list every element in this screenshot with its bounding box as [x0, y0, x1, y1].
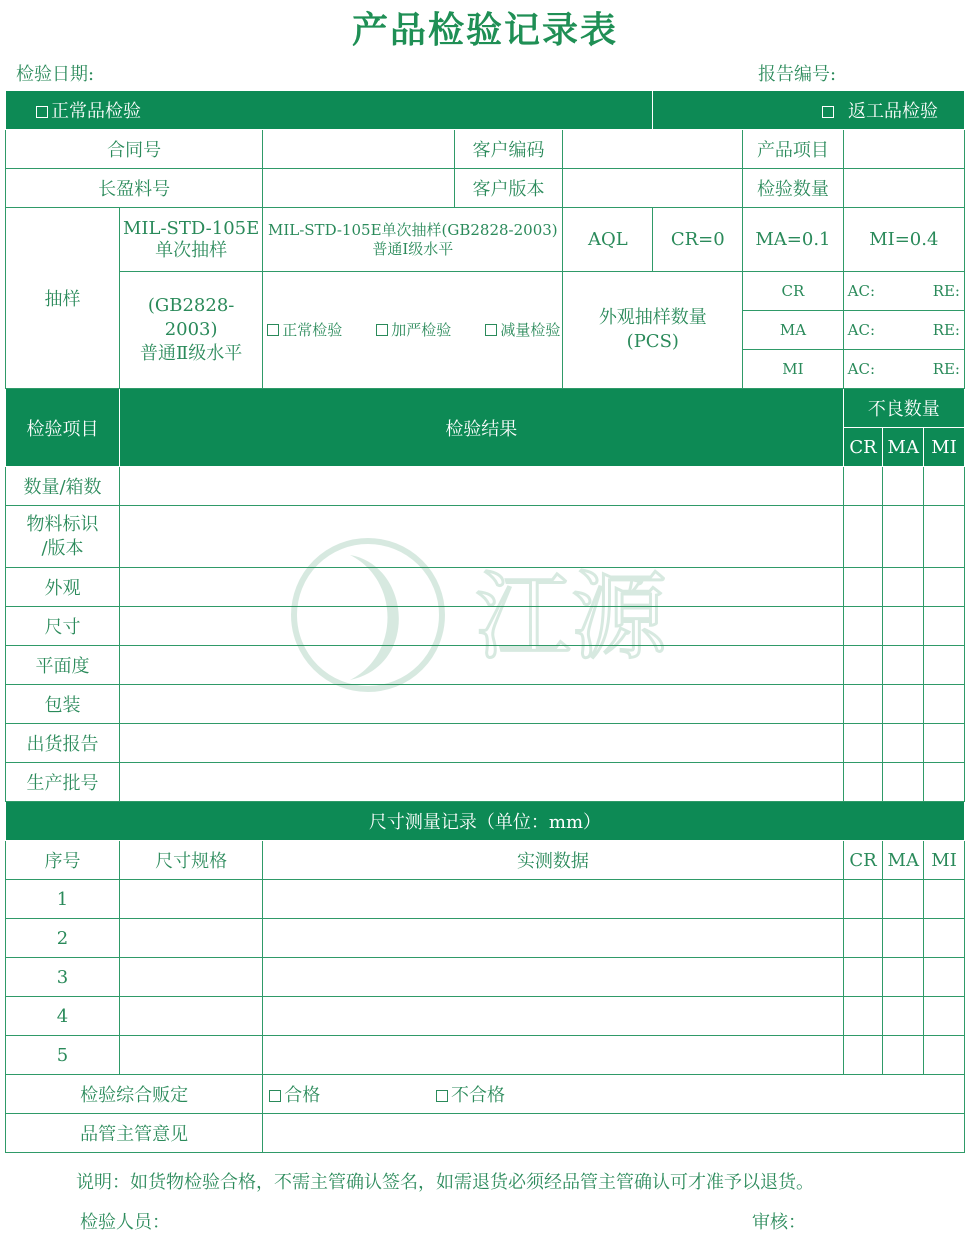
level-cr-ac: AC: — [847, 281, 876, 300]
contract-label: 合同号 — [6, 130, 263, 169]
level-ma-name: MA — [743, 311, 843, 350]
dimension-col-ma: MA — [883, 841, 924, 880]
dimension-cr-cell[interactable] — [843, 997, 883, 1036]
rework-inspection-checkbox[interactable] — [822, 106, 834, 118]
opinion-row — [6, 1114, 965, 1153]
inspection-result-header: 检验结果 — [119, 389, 843, 467]
inspect-qty-value[interactable] — [843, 169, 964, 208]
defect-ma-cell[interactable] — [883, 724, 924, 763]
inspection-result-cell[interactable] — [119, 467, 843, 506]
customer-code-label: 客户编码 — [454, 130, 563, 169]
normal-check-label: 正常检验 — [282, 320, 343, 339]
dimension-col-cr: CR — [843, 841, 883, 880]
level-ma-ac: AC: — [847, 320, 876, 339]
dimension-data-cell[interactable] — [263, 997, 843, 1036]
dimension-spec-cell[interactable] — [119, 919, 262, 958]
level-cr-name: CR — [743, 272, 843, 311]
dimension-data-cell[interactable] — [263, 880, 843, 919]
inspection-item-label: 外观 — [6, 568, 120, 607]
dimension-cr-cell[interactable] — [843, 958, 883, 997]
normal-inspection-checkbox[interactable] — [36, 106, 48, 118]
tightened-check-label: 加严检验 — [391, 320, 452, 339]
sampling-standard-desc: MIL-STD-105E单次抽样(GB2828-2003) 普通Ⅰ级水平 — [263, 208, 563, 272]
defect-col-cr: CR — [843, 428, 883, 467]
fail-checkbox[interactable] — [436, 1090, 448, 1102]
dimension-data-cell[interactable] — [263, 1036, 843, 1075]
level-mi-name: MI — [743, 350, 843, 389]
inspection-result-cell[interactable] — [119, 724, 843, 763]
defect-cr-cell[interactable] — [843, 506, 883, 568]
dimension-title-row — [6, 802, 965, 841]
dimension-row-no: 5 — [6, 1036, 120, 1075]
inspection-date-label: 检验日期: — [16, 64, 95, 85]
product-item-label: 产品项目 — [743, 130, 843, 169]
level-mi-ac: AC: — [847, 359, 876, 378]
fail-option[interactable] — [436, 1085, 505, 1106]
defect-mi-cell[interactable] — [924, 568, 965, 607]
normal-check-option[interactable] — [267, 321, 342, 340]
level-ma-re: RE: — [932, 320, 960, 339]
dimension-mi-cell[interactable] — [924, 919, 965, 958]
inspection-row — [6, 724, 965, 763]
level-mi-re: RE: — [932, 359, 960, 378]
contract-value[interactable] — [263, 130, 454, 169]
dimension-cr-cell[interactable] — [843, 919, 883, 958]
normal-inspection-label: 正常品检验 — [51, 101, 141, 122]
tightened-check-option[interactable] — [376, 321, 451, 340]
dimension-ma-cell[interactable] — [883, 997, 924, 1036]
verdict-row — [6, 1075, 965, 1114]
inspection-item-label: 数量/箱数 — [6, 467, 120, 506]
dimension-row — [6, 997, 965, 1036]
inspection-row — [6, 607, 965, 646]
defect-mi-cell[interactable] — [924, 646, 965, 685]
dimension-row-no: 4 — [6, 997, 120, 1036]
defect-mi-cell[interactable] — [924, 467, 965, 506]
reviewer-label: 审核： — [752, 1212, 806, 1233]
defect-cr-cell[interactable] — [843, 568, 883, 607]
normal-check-checkbox[interactable] — [267, 324, 279, 336]
dimension-header-row — [6, 841, 965, 880]
dimension-data-cell[interactable] — [263, 919, 843, 958]
defect-cr-cell[interactable] — [843, 685, 883, 724]
inspection-item-label: 包装 — [6, 685, 120, 724]
dimension-ma-cell[interactable] — [883, 919, 924, 958]
sampling-row-1 — [6, 208, 965, 272]
inspection-item-label: 尺寸 — [6, 607, 120, 646]
inspect-qty-label: 检验数量 — [743, 169, 843, 208]
material-no-value[interactable] — [263, 169, 454, 208]
dimension-spec-cell[interactable] — [119, 997, 262, 1036]
dimension-row — [6, 958, 965, 997]
reduced-check-label: 减量检验 — [500, 320, 561, 339]
defect-qty-header: 不良数量 — [843, 389, 964, 428]
inspection-result-cell[interactable] — [119, 646, 843, 685]
defect-ma-cell[interactable] — [883, 568, 924, 607]
info-row-1 — [6, 130, 965, 169]
dimension-mi-cell[interactable] — [924, 997, 965, 1036]
sampling-row-2 — [6, 272, 965, 311]
dimension-cr-cell[interactable] — [843, 1036, 883, 1075]
customer-version-value[interactable] — [563, 169, 743, 208]
gb-level-title: (GB2828-2003) 普通Ⅱ级水平 — [119, 272, 262, 389]
tightened-check-checkbox[interactable] — [376, 324, 388, 336]
customer-code-value[interactable] — [563, 130, 743, 169]
opinion-value[interactable] — [263, 1114, 965, 1153]
ma-value: MA=0.1 — [743, 208, 843, 272]
defect-ma-cell[interactable] — [883, 467, 924, 506]
defect-ma-cell[interactable] — [883, 607, 924, 646]
visual-sample-qty-label: 外观抽样数量 (PCS) — [563, 272, 743, 389]
product-item-value[interactable] — [843, 130, 964, 169]
report-number-label: 报告编号: — [758, 64, 837, 85]
footer-note: 说明：如货物检验合格，不需主管确认签名，如需退货必须经品管主管确认可才准予以退货。 — [76, 1172, 814, 1193]
pass-option[interactable] — [269, 1085, 320, 1106]
inspection-item-label: 平面度 — [6, 646, 120, 685]
inspection-result-cell[interactable] — [119, 607, 843, 646]
dimension-ma-cell[interactable] — [883, 958, 924, 997]
inspection-result-cell[interactable] — [119, 763, 843, 802]
reduced-check-option[interactable] — [485, 321, 560, 340]
defect-cr-cell[interactable] — [843, 763, 883, 802]
inspection-row — [6, 763, 965, 802]
sampling-standard-title: MIL-STD-105E 单次抽样 — [119, 208, 262, 272]
reduced-check-checkbox[interactable] — [485, 324, 497, 336]
defect-mi-cell[interactable] — [924, 506, 965, 568]
inspection-item-label: 出货报告 — [6, 724, 120, 763]
dimension-spec-cell[interactable] — [119, 958, 262, 997]
defect-ma-cell[interactable] — [883, 506, 924, 568]
defect-mi-cell[interactable] — [924, 763, 965, 802]
inspection-row — [6, 646, 965, 685]
defect-col-mi: MI — [924, 428, 965, 467]
inspection-type-row — [6, 91, 965, 130]
dimension-cr-cell[interactable] — [843, 880, 883, 919]
dimension-row-no: 1 — [6, 880, 120, 919]
defect-ma-cell[interactable] — [883, 646, 924, 685]
cr-value: CR=0 — [653, 208, 743, 272]
inspection-row — [6, 506, 965, 568]
dimension-no-header: 序号 — [6, 841, 120, 880]
defect-mi-cell[interactable] — [924, 685, 965, 724]
inspection-result-cell[interactable] — [119, 568, 843, 607]
level-cr-re: RE: — [932, 281, 960, 300]
defect-ma-cell[interactable] — [883, 685, 924, 724]
dimension-row — [6, 1036, 965, 1075]
dimension-record-title: 尺寸测量记录（单位：mm） — [6, 802, 965, 841]
dimension-row-no: 3 — [6, 958, 120, 997]
info-row-2 — [6, 169, 965, 208]
watermark-text: 江源 — [475, 561, 667, 673]
dimension-row — [6, 880, 965, 919]
customer-version-label: 客户版本 — [454, 169, 563, 208]
material-no-label: 长盈料号 — [6, 169, 263, 208]
dimension-spec-cell[interactable] — [119, 1036, 262, 1075]
defect-mi-cell[interactable] — [924, 724, 965, 763]
dimension-mi-cell[interactable] — [924, 958, 965, 997]
pass-checkbox[interactable] — [269, 1090, 281, 1102]
inspection-result-cell[interactable] — [119, 506, 843, 568]
dimension-data-header: 实测数据 — [263, 841, 843, 880]
page-title: 产品检验记录表 — [351, 9, 618, 51]
dimension-data-cell[interactable] — [263, 958, 843, 997]
verdict-label: 检验综合贩定 — [6, 1075, 263, 1114]
dimension-mi-cell[interactable] — [924, 880, 965, 919]
dimension-spec-cell[interactable] — [119, 880, 262, 919]
rework-inspection-label: 返工品检验 — [848, 101, 938, 122]
inspection-item-label: 生产批号 — [6, 763, 120, 802]
defect-ma-cell[interactable] — [883, 763, 924, 802]
defect-col-ma: MA — [883, 428, 924, 467]
inspection-result-cell[interactable] — [119, 685, 843, 724]
dimension-row-no: 2 — [6, 919, 120, 958]
dimension-row — [6, 919, 965, 958]
inspector-label: 检验人员： — [80, 1212, 170, 1233]
inspection-row — [6, 568, 965, 607]
inspection-item-label: 物料标识 /版本 — [6, 506, 120, 568]
defect-cr-cell[interactable] — [843, 646, 883, 685]
inspection-header-row-1 — [6, 389, 965, 428]
opinion-label: 品管主管意见 — [6, 1114, 263, 1153]
inspection-row — [6, 467, 965, 506]
inspection-item-header: 检验项目 — [6, 389, 120, 467]
dimension-spec-header: 尺寸规格 — [119, 841, 262, 880]
inspection-record-table — [5, 90, 965, 1153]
defect-cr-cell[interactable] — [843, 724, 883, 763]
defect-cr-cell[interactable] — [843, 467, 883, 506]
dimension-ma-cell[interactable] — [883, 880, 924, 919]
mi-value: MI=0.4 — [843, 208, 964, 272]
defect-cr-cell[interactable] — [843, 607, 883, 646]
pass-label: 合格 — [284, 1085, 321, 1106]
dimension-col-mi: MI — [924, 841, 965, 880]
inspection-row — [6, 685, 965, 724]
dimension-ma-cell[interactable] — [883, 1036, 924, 1075]
fail-label: 不合格 — [450, 1085, 505, 1106]
defect-mi-cell[interactable] — [924, 607, 965, 646]
dimension-mi-cell[interactable] — [924, 1036, 965, 1075]
aql-label: AQL — [563, 208, 653, 272]
sampling-label: 抽样 — [6, 208, 120, 389]
